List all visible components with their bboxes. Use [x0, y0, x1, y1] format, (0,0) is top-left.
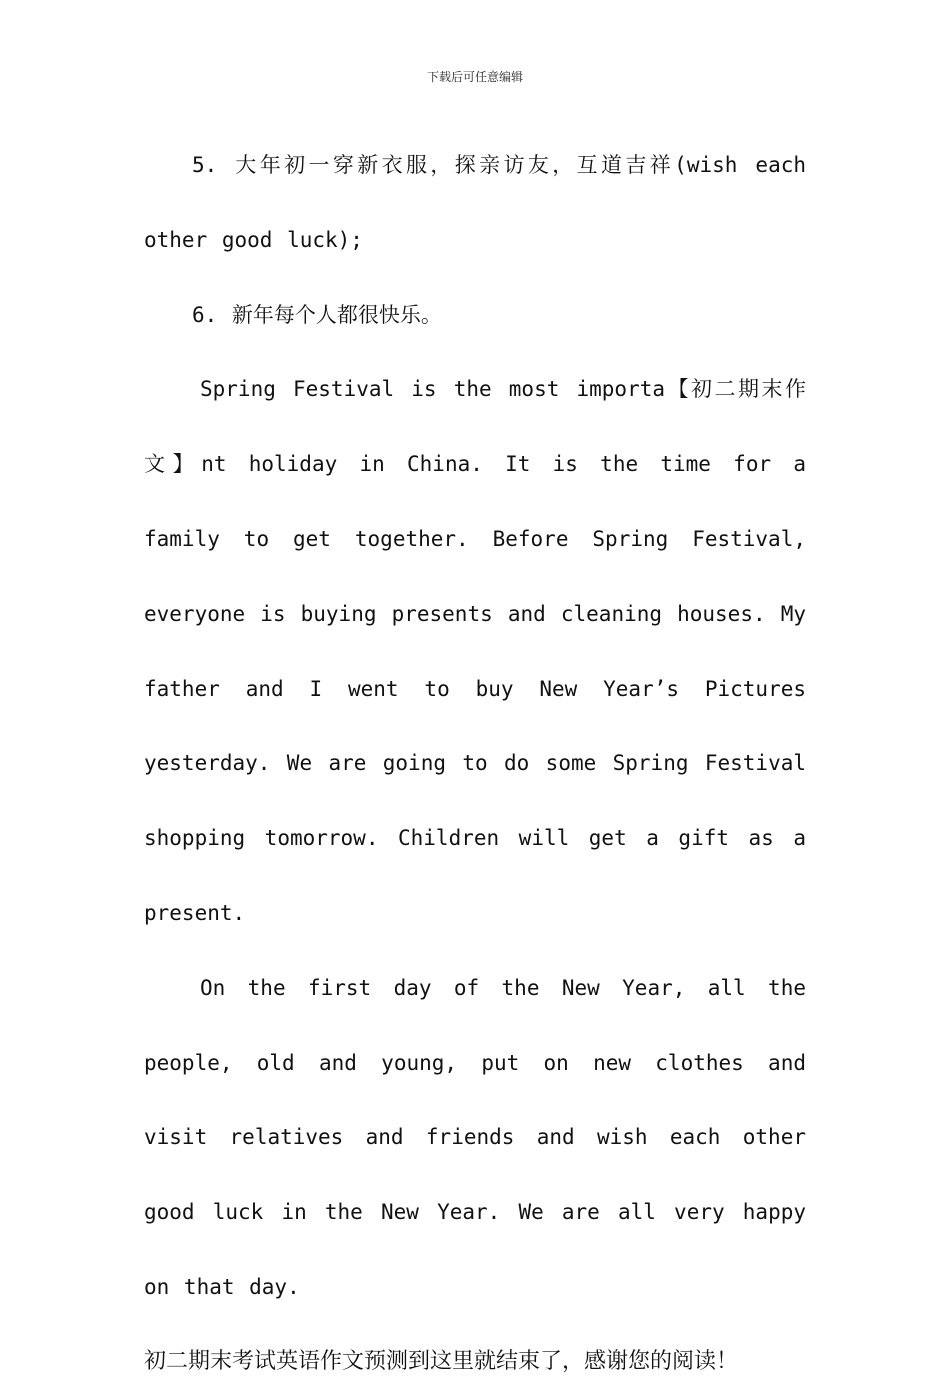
closing-line: 初二期末考试英语作文预测到这里就结束了，感谢您的阅读！: [144, 1348, 739, 1374]
page-header-note: 下载后可任意编辑: [426, 70, 523, 84]
list-item-5: 5. 大年初一穿新衣服，探亲访友，互道吉祥(wish each other good luck);: [144, 153, 806, 252]
essay-paragraph-2: On the first day of the New Year, all the people, old and young, put on new clothes and visit relatives and friends and wish each other good luck in the New Year. We are all very happy on that day.: [144, 975, 806, 1299]
essay-paragraph-1: Spring Festival is the most importa【初二期末作文】nt holiday in China. It is the time for a family to get together. Before Spring Festival, everyone is buying presents and cleaning houses. My father and I went to buy New Year’s Pictures yesterday. We are going to do some Spring Festival shopping tomorrow. Children will get a gift as a present.: [144, 377, 806, 925]
document-body: [144, 128, 806, 1400]
list-item-6: 6. 新年每个人都很快乐。: [192, 302, 442, 327]
